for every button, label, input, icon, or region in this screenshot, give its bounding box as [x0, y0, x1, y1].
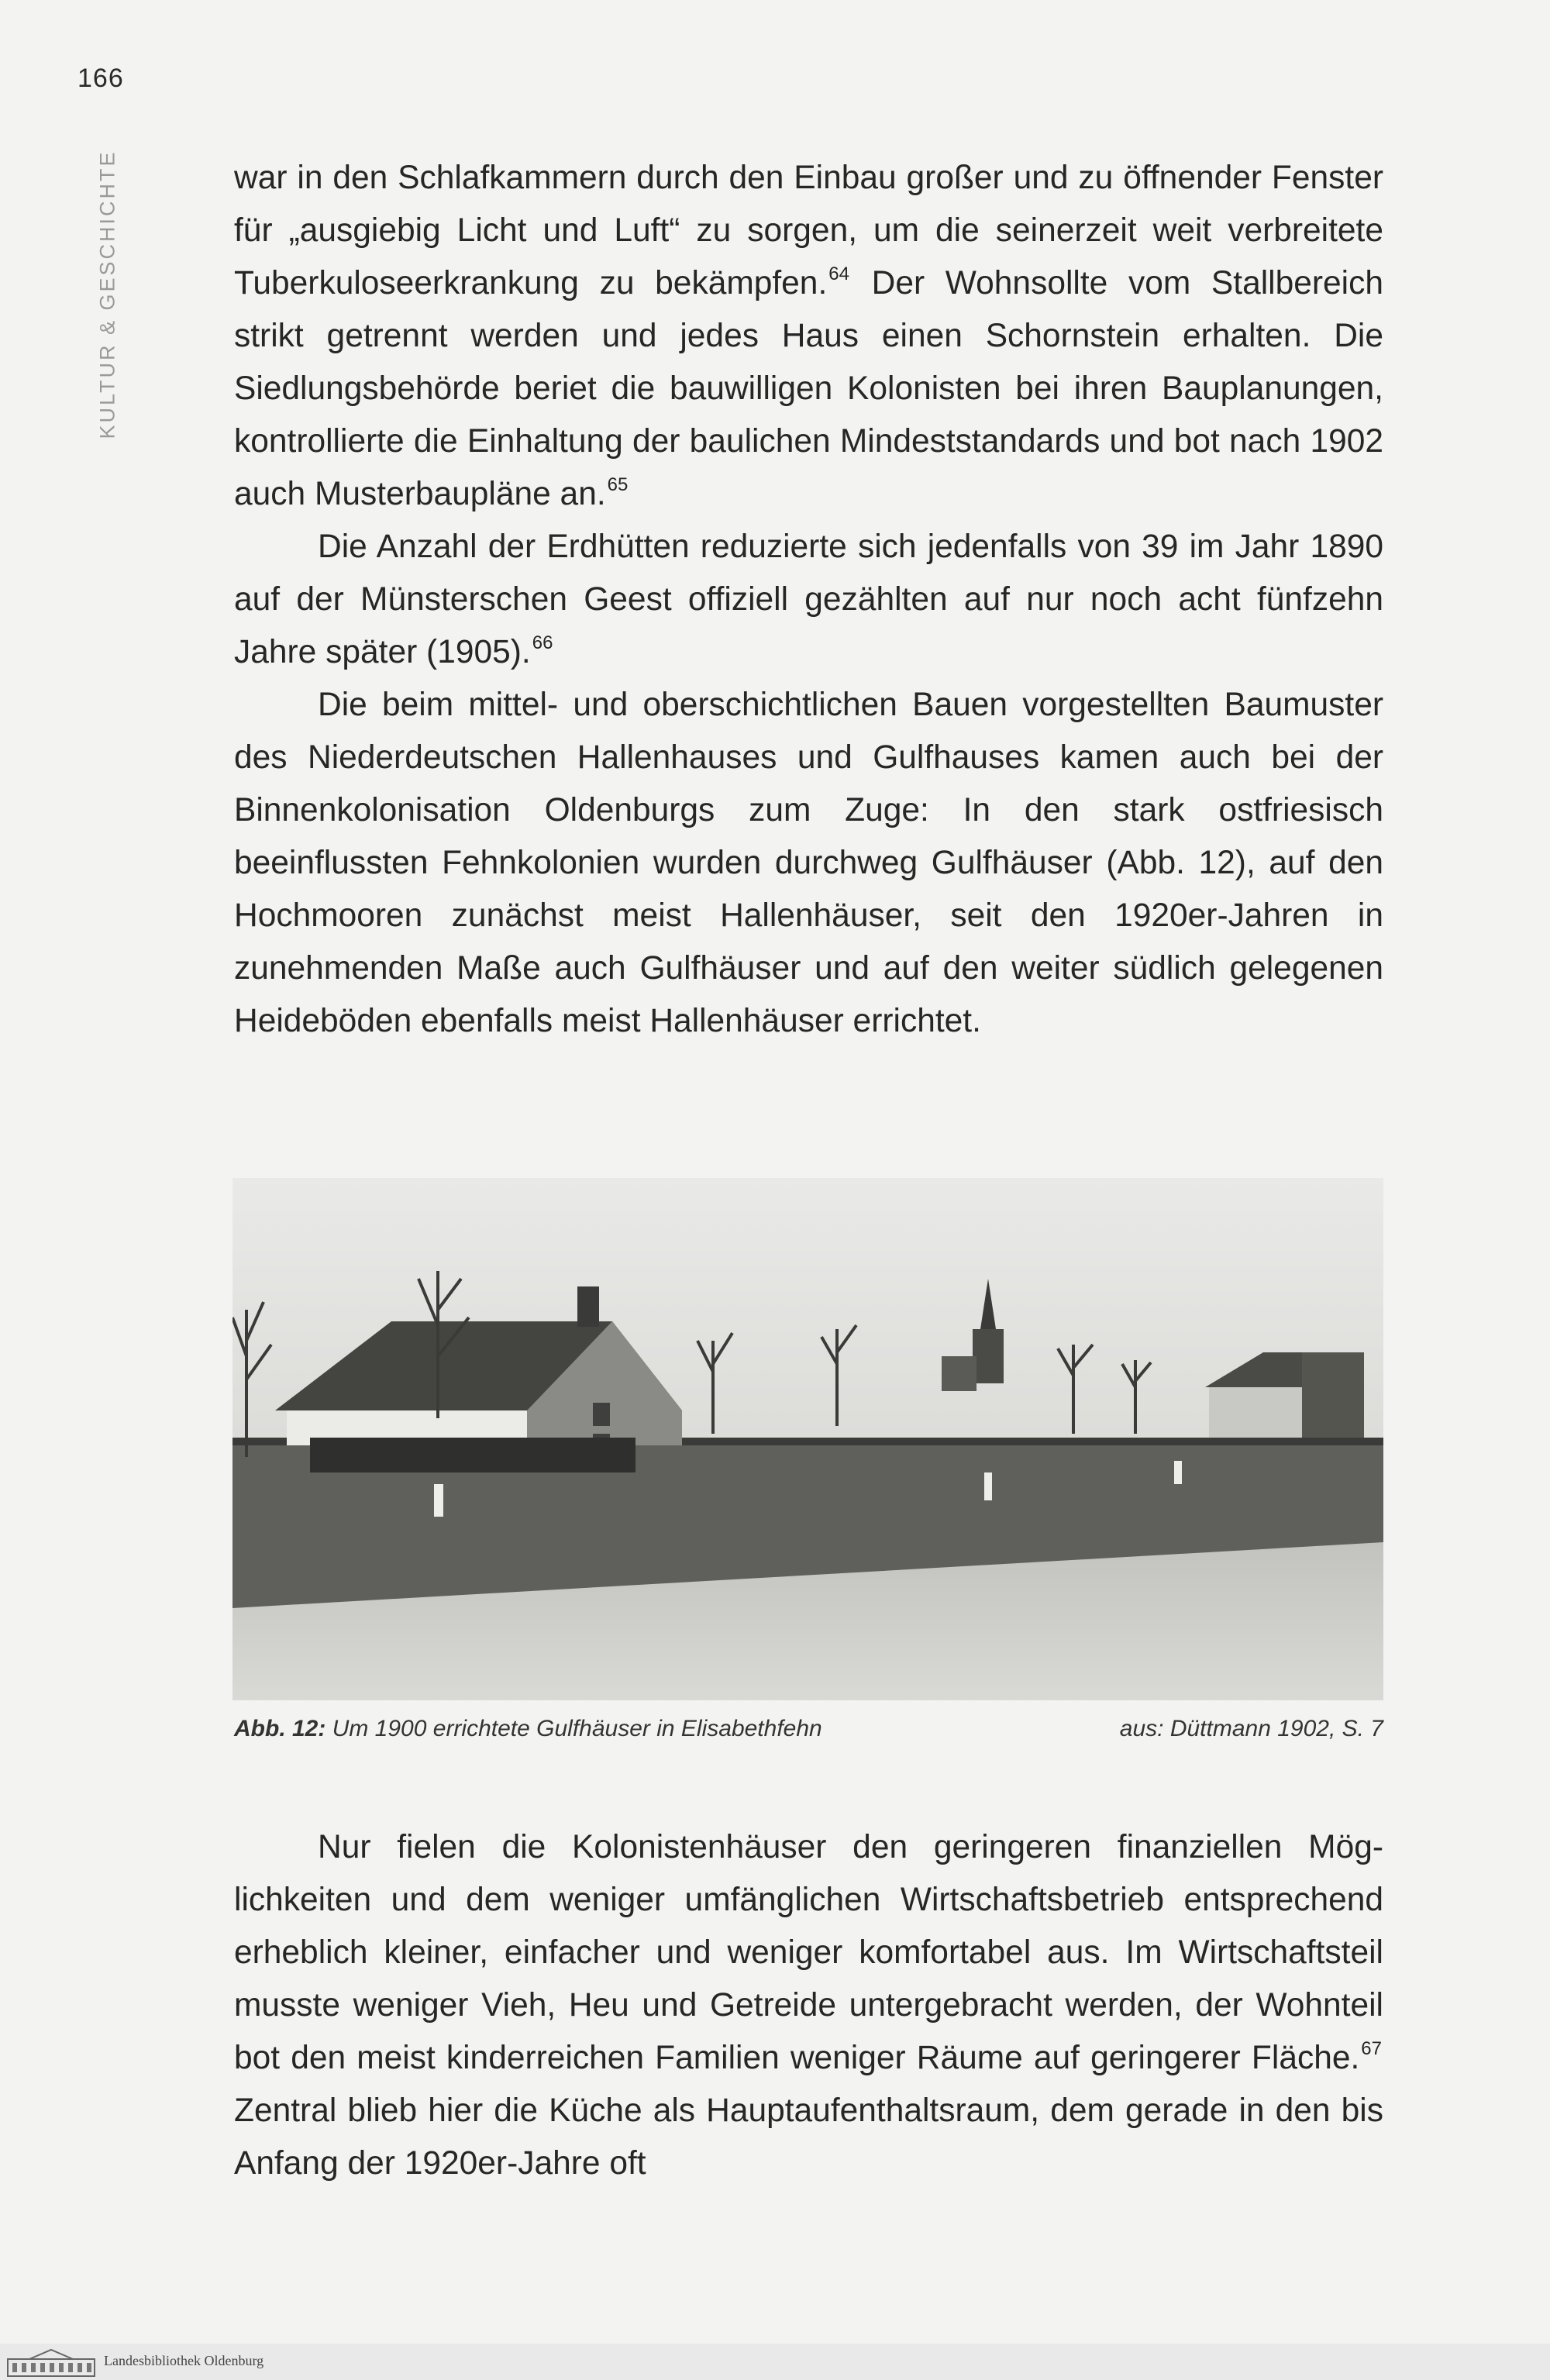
- figure-photo: [232, 1178, 1383, 1700]
- right-house-gable: [1302, 1352, 1364, 1438]
- window: [593, 1403, 610, 1426]
- chimney: [577, 1286, 599, 1327]
- small-house: [942, 1356, 976, 1391]
- church-tower: [973, 1329, 1004, 1383]
- figure-caption: [234, 1716, 1383, 1742]
- paragraph-text: Die Anzahl der Erdhütten reduzierte sich jedenfalls von 39 im Jahr 1890 auf der Münsterschen Geest offiziell gezählten auf nur noch acht fünfzehn Jahre später (1905).: [234, 529, 1383, 670]
- fence-post: [1174, 1461, 1182, 1484]
- paragraph: [234, 1821, 1383, 2190]
- fence-post: [984, 1472, 992, 1500]
- footer-bar: [0, 2344, 1550, 2380]
- paragraph: [234, 521, 1383, 679]
- caption-source: aus: Düttmann 1902, S. 7: [1119, 1716, 1383, 1741]
- footnote-ref: 65: [607, 474, 629, 495]
- fence-post: [434, 1484, 443, 1517]
- footnote-ref: 66: [532, 632, 553, 653]
- hedge: [310, 1438, 636, 1472]
- library-name: Landesbibliothek Oldenburg: [104, 2353, 264, 2368]
- caption-text: Um 1900 errichtete Gulfhäuser in Elisabethfehn: [326, 1716, 822, 1741]
- paragraph-text: Zentral blieb hier die Küche als Hauptaufenthaltsraum, dem gerade in den bis Anfang der 1920er-Jahre oft: [234, 2092, 1383, 2182]
- library-building-icon: [6, 2348, 96, 2378]
- paragraph-text: war in den Schlafkammern durch den Einbau großer und zu öffnender Fenster für „ausgiebig Licht und Luft“ zu sorgen, um die seinerzeit weit verbreitete Tuberkuloseerkrankung zu bekämpfen.: [234, 160, 1383, 301]
- caption-label: Abb. 12:: [234, 1716, 326, 1741]
- paragraph-text: Nur fielen die Kolonistenhäuser den geringeren finanziellen Möglichkeiten und dem weniger umfänglichen Wirtschaftsbetrieb entsprechend erheblich kleiner, einfacher und weniger komfortabel aus. Im Wirtschaftsteil musste weniger Vieh, Heu und Getreide untergebracht werden, der Wohnteil bot den meist kinderreichen Familien weniger Räume auf geringerer Fläche.: [234, 1829, 1383, 2076]
- paragraph: Die beim mittel- und oberschichtlichen Bauen vorgestellten Baumuster des Niederdeutschen Hallenhauses und Gulfhauses kamen auch bei der Binnenkolonisation Oldenburgs zum Zuge: In den stark ostfriesisch beeinflussten Fehnkolonien wurden durchweg Gulfhäuser (Abb. 12), auf den Hochmooren zunächst meist Hallenhäuser, seit den 1920er-Jahren in zunehmenden Maße auch Gulfhäuser und auf den weiter südlich gelegenen Heideböden ebenfalls meist Hallenhäuser errichtet.: [234, 687, 1383, 1039]
- footnote-ref: 64: [828, 263, 849, 284]
- footnote-ref: 67: [1361, 2038, 1382, 2059]
- photo-gulfhaeuser: [232, 1178, 1383, 1700]
- page-number: 166: [78, 64, 124, 93]
- paragraph: [234, 152, 1383, 521]
- running-head: KULTUR & GESCHICHTE: [95, 150, 119, 439]
- paragraph-text: Der Wohnsollte vom Stallbereich strikt getrennt werden und jedes Haus einen Schornstein erhalten. Die Siedlungsbehörde beriet die bauwilligen Kolonisten bei ihren Bauplanungen, kontrollierte die Einhaltung der baulichen Mindeststandards und bot nach 1902 auch Musterbaupläne an.: [234, 265, 1383, 512]
- body-text-top: [234, 152, 1383, 1048]
- body-text-bottom: [234, 1821, 1383, 2190]
